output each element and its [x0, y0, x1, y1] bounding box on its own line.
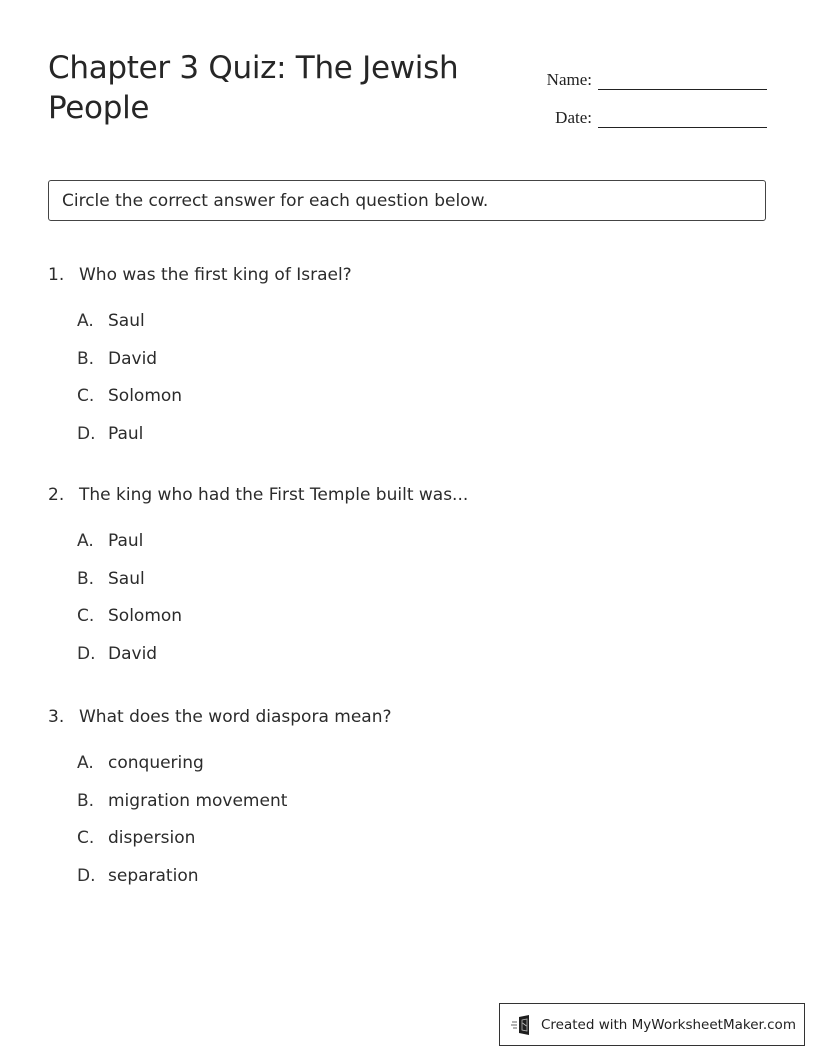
- option-text: Solomon: [108, 386, 183, 406]
- answer-option[interactable]: [77, 790, 748, 828]
- option-letter: D.: [77, 643, 96, 664]
- answer-option[interactable]: [77, 568, 748, 606]
- option-text: dispersion: [108, 828, 196, 848]
- answer-option[interactable]: [77, 605, 748, 643]
- answer-option[interactable]: [77, 423, 748, 461]
- option-text: Saul: [108, 311, 145, 331]
- option-letter: C.: [77, 828, 95, 848]
- option-letter: B.: [77, 348, 95, 369]
- option-letter: A.: [77, 311, 94, 331]
- answer-option[interactable]: [77, 310, 748, 348]
- question-3: [48, 706, 748, 902]
- option-letter: B.: [77, 790, 95, 811]
- option-text: separation: [108, 865, 199, 886]
- option-letter: C.: [77, 606, 95, 626]
- option-letter: A.: [77, 531, 94, 551]
- answer-options: [48, 310, 748, 460]
- answer-option[interactable]: [77, 643, 748, 681]
- answer-option[interactable]: [77, 865, 748, 903]
- option-text: migration movement: [108, 790, 288, 811]
- answer-option[interactable]: [77, 385, 748, 423]
- page-title: Chapter 3 Quiz: The Jewish People: [48, 50, 459, 126]
- question-text: What does the word diaspora mean?: [79, 707, 392, 727]
- answer-option[interactable]: [77, 752, 748, 790]
- option-letter: D.: [77, 423, 96, 444]
- instructions-text: Circle the correct answer for each question below.: [62, 190, 489, 211]
- option-text: Paul: [108, 423, 144, 444]
- question-text: Who was the first king of Israel?: [79, 265, 352, 285]
- question-2: [48, 484, 748, 680]
- student-info: [530, 52, 770, 128]
- question-text: The king who had the First Temple built was...: [79, 485, 469, 505]
- option-text: Paul: [108, 531, 144, 551]
- name-label: Name:: [546, 70, 592, 89]
- date-row: [530, 90, 770, 128]
- instructions-box: [48, 180, 766, 221]
- answer-options: [48, 752, 748, 902]
- name-row: [530, 52, 770, 90]
- question-number: 1.: [48, 265, 65, 285]
- option-letter: D.: [77, 865, 96, 886]
- option-letter: A.: [77, 753, 94, 773]
- answer-option[interactable]: [77, 827, 748, 865]
- answer-option[interactable]: [77, 530, 748, 568]
- date-field-line[interactable]: [598, 105, 767, 128]
- option-letter: B.: [77, 568, 95, 589]
- answer-option[interactable]: [77, 348, 748, 386]
- option-text: David: [108, 348, 158, 369]
- option-text: conquering: [108, 753, 204, 773]
- answer-options: [48, 530, 748, 680]
- footer-badge[interactable]: [499, 1003, 805, 1046]
- name-field-line[interactable]: [598, 67, 767, 90]
- option-text: Saul: [108, 568, 145, 589]
- question-1: [48, 264, 748, 460]
- option-text: Solomon: [108, 606, 183, 626]
- date-label: Date:: [555, 108, 592, 127]
- footer-text: Created with MyWorksheetMaker.com: [541, 1016, 796, 1033]
- question-number: 3.: [48, 707, 65, 727]
- option-letter: C.: [77, 386, 95, 406]
- option-text: David: [108, 643, 158, 664]
- question-number: 2.: [48, 485, 65, 505]
- worksheet-logo-icon: [511, 1014, 535, 1036]
